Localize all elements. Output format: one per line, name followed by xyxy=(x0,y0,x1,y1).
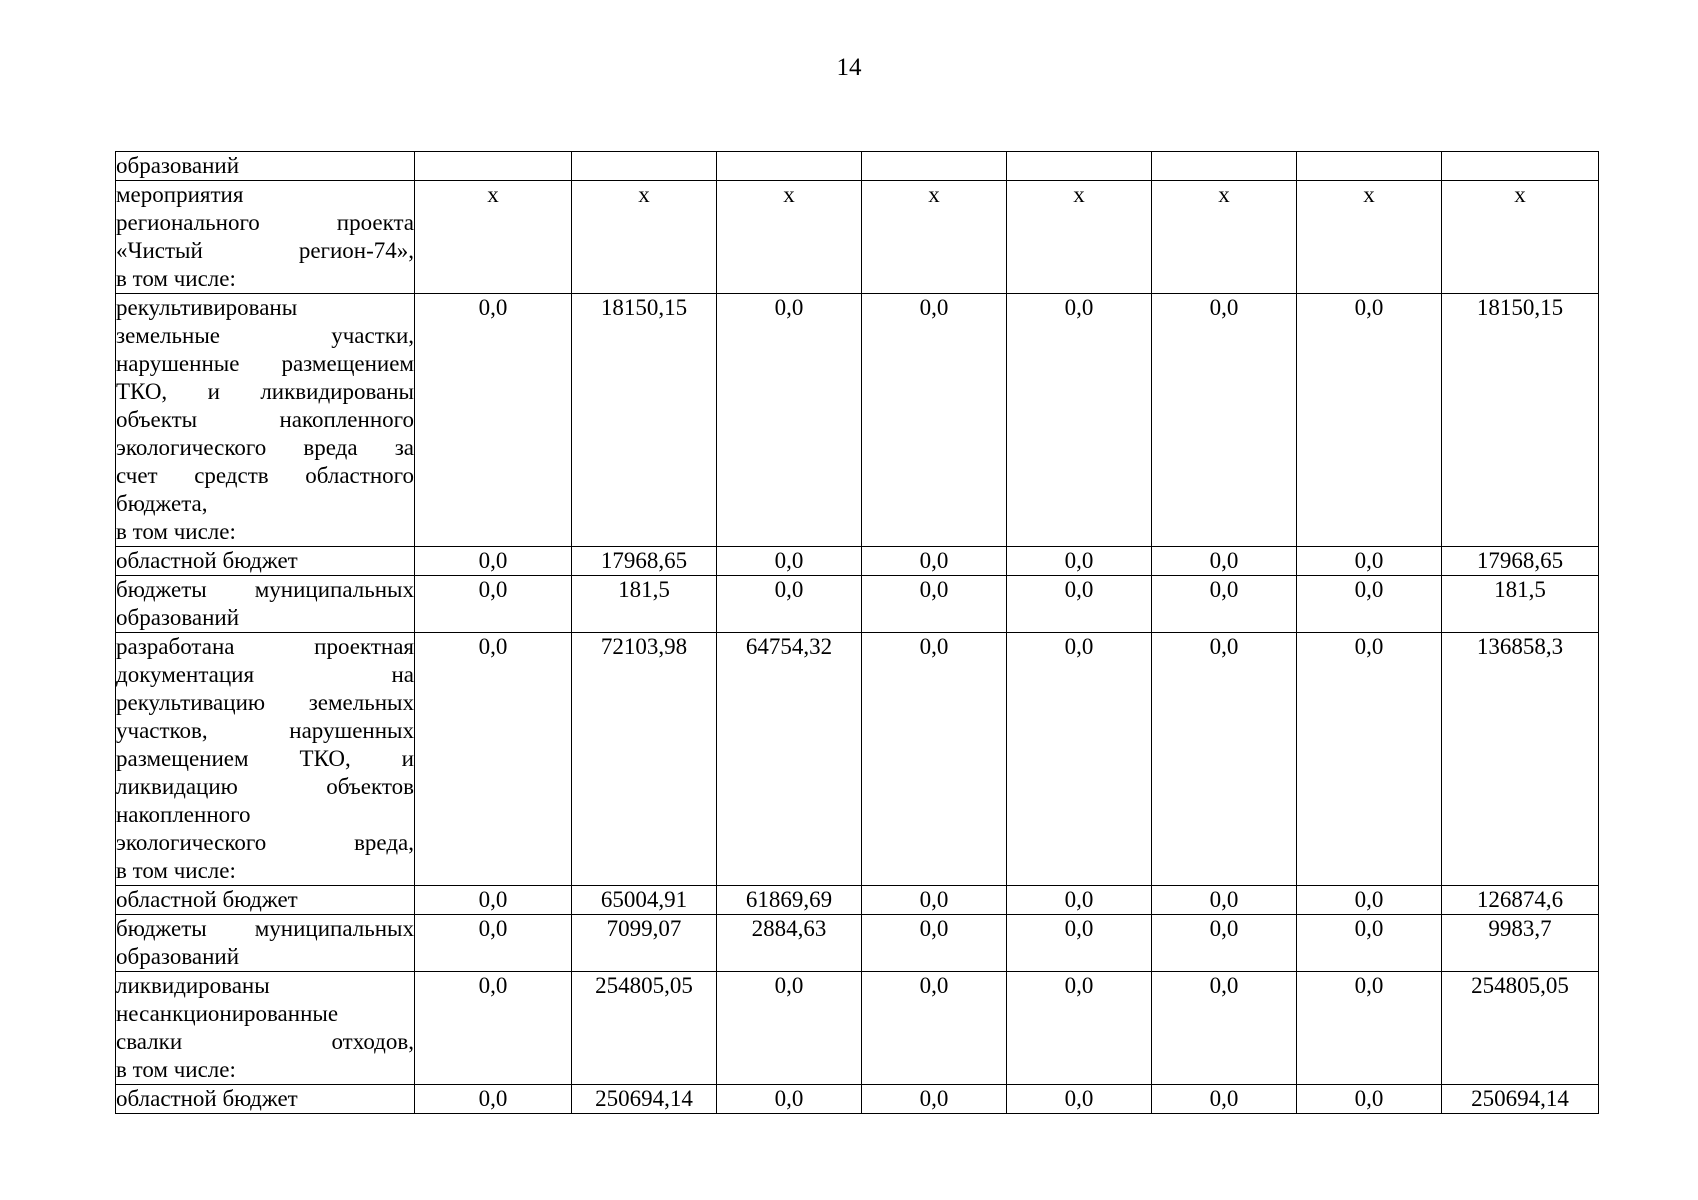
value-cell: x xyxy=(1007,181,1152,294)
row-label-line: свалки отходов, xyxy=(116,1029,414,1054)
value-cell xyxy=(862,152,1007,181)
value-cell: 0,0 xyxy=(862,576,1007,633)
row-label-line: размещением ТКО, и xyxy=(116,746,414,771)
value-cell: 2884,63 xyxy=(717,915,862,972)
value-cell: 0,0 xyxy=(717,547,862,576)
value-cell: 0,0 xyxy=(862,886,1007,915)
value-cell: x xyxy=(862,181,1007,294)
row-label-line: областной бюджет xyxy=(116,1086,298,1111)
value-cell xyxy=(1442,152,1599,181)
row-label-line: земельные участки, xyxy=(116,323,414,348)
row-label-line: участков, нарушенных xyxy=(116,718,414,743)
value-cell: 0,0 xyxy=(862,972,1007,1085)
row-label-line: нарушенные размещением xyxy=(116,351,414,376)
value-cell: 0,0 xyxy=(1297,1085,1442,1114)
value-cell: 0,0 xyxy=(1007,915,1152,972)
page-number: 14 xyxy=(836,54,862,81)
value-cell: 72103,98 xyxy=(572,633,717,886)
table-row xyxy=(116,181,1599,294)
value-cell: x xyxy=(717,181,862,294)
row-label-line: несанкционированные xyxy=(116,1001,339,1026)
row-label-line: образований xyxy=(116,605,240,630)
row-label-line: в том числе: xyxy=(116,1057,236,1082)
value-cell: x xyxy=(415,181,572,294)
table-row xyxy=(116,152,1599,181)
table-row xyxy=(116,886,1599,915)
row-label-cell xyxy=(116,972,415,1085)
value-cell xyxy=(1152,152,1297,181)
value-cell: 0,0 xyxy=(717,294,862,547)
value-cell: 0,0 xyxy=(1297,547,1442,576)
value-cell: 0,0 xyxy=(717,576,862,633)
value-cell: 181,5 xyxy=(1442,576,1599,633)
value-cell: 9983,7 xyxy=(1442,915,1599,972)
value-cell: 0,0 xyxy=(415,547,572,576)
row-label-cell xyxy=(116,915,415,972)
value-cell: 0,0 xyxy=(1152,294,1297,547)
table-row xyxy=(116,972,1599,1085)
value-cell: 64754,32 xyxy=(717,633,862,886)
row-label-line: ликвидированы xyxy=(116,973,270,998)
value-cell: 0,0 xyxy=(1297,915,1442,972)
row-label-line: экологического вреда за xyxy=(116,435,414,460)
row-label-cell xyxy=(116,294,415,547)
row-label-line: бюджета, xyxy=(116,491,208,516)
row-label-line: ТКО, и ликвидированы xyxy=(116,379,414,404)
value-cell: 0,0 xyxy=(1297,294,1442,547)
row-label-line: в том числе: xyxy=(116,519,236,544)
value-cell: 250694,14 xyxy=(572,1085,717,1114)
row-label-line: регионального проекта xyxy=(116,210,414,235)
value-cell: 0,0 xyxy=(1297,633,1442,886)
table-body xyxy=(116,152,1599,1114)
value-cell: 0,0 xyxy=(1152,576,1297,633)
value-cell xyxy=(717,152,862,181)
row-label-line: бюджеты муниципальных xyxy=(116,577,414,602)
value-cell: x xyxy=(1442,181,1599,294)
value-cell: 254805,05 xyxy=(572,972,717,1085)
row-label-line: бюджеты муниципальных xyxy=(116,916,414,941)
value-cell: 0,0 xyxy=(415,1085,572,1114)
row-label-line: накопленного xyxy=(116,802,251,827)
value-cell: 0,0 xyxy=(415,972,572,1085)
row-label-line: в том числе: xyxy=(116,266,236,291)
row-label-cell xyxy=(116,886,415,915)
value-cell: x xyxy=(1297,181,1442,294)
row-label-cell xyxy=(116,576,415,633)
value-cell: 65004,91 xyxy=(572,886,717,915)
row-label-line: областной бюджет xyxy=(116,548,298,573)
value-cell: 18150,15 xyxy=(1442,294,1599,547)
value-cell: 0,0 xyxy=(1152,633,1297,886)
value-cell: 0,0 xyxy=(717,972,862,1085)
value-cell: 0,0 xyxy=(1007,1085,1152,1114)
row-label-line: экологического вреда, xyxy=(116,830,414,855)
value-cell: 0,0 xyxy=(862,294,1007,547)
row-label-line: рекультивированы xyxy=(116,295,298,320)
row-label-line: областной бюджет xyxy=(116,887,298,912)
value-cell: 0,0 xyxy=(415,294,572,547)
table-row xyxy=(116,1085,1599,1114)
row-label-line: объекты накопленного xyxy=(116,407,414,432)
row-label-line: разработана проектная xyxy=(116,634,414,659)
row-label-cell xyxy=(116,1085,415,1114)
value-cell: 0,0 xyxy=(1152,915,1297,972)
value-cell: 0,0 xyxy=(1152,547,1297,576)
value-cell: 0,0 xyxy=(1297,576,1442,633)
row-label-line: в том числе: xyxy=(116,858,236,883)
row-label-line: образований xyxy=(116,944,240,969)
value-cell: 0,0 xyxy=(1152,1085,1297,1114)
value-cell: 18150,15 xyxy=(572,294,717,547)
row-label-line: счет средств областного xyxy=(116,463,414,488)
value-cell: 61869,69 xyxy=(717,886,862,915)
row-label-line: ликвидацию объектов xyxy=(116,774,414,799)
value-cell: 0,0 xyxy=(862,547,1007,576)
value-cell: 0,0 xyxy=(1007,547,1152,576)
value-cell xyxy=(415,152,572,181)
row-label-line: рекультивацию земельных xyxy=(116,690,414,715)
value-cell: 0,0 xyxy=(1007,972,1152,1085)
table-row xyxy=(116,576,1599,633)
value-cell: 0,0 xyxy=(1007,633,1152,886)
row-label-line: «Чистый регион-74», xyxy=(116,238,414,263)
value-cell: 0,0 xyxy=(415,886,572,915)
value-cell: 0,0 xyxy=(1152,972,1297,1085)
value-cell: 136858,3 xyxy=(1442,633,1599,886)
value-cell: 0,0 xyxy=(862,633,1007,886)
row-label-cell xyxy=(116,152,415,181)
table-row xyxy=(116,633,1599,886)
value-cell xyxy=(1297,152,1442,181)
value-cell: 254805,05 xyxy=(1442,972,1599,1085)
row-label-line: образований xyxy=(116,153,240,178)
row-label-line: документация на xyxy=(116,662,414,687)
value-cell: 126874,6 xyxy=(1442,886,1599,915)
value-cell: x xyxy=(1152,181,1297,294)
row-label-cell xyxy=(116,181,415,294)
value-cell: 0,0 xyxy=(717,1085,862,1114)
value-cell: 0,0 xyxy=(415,576,572,633)
value-cell: 0,0 xyxy=(1152,886,1297,915)
value-cell xyxy=(1007,152,1152,181)
value-cell: 181,5 xyxy=(572,576,717,633)
row-label-cell xyxy=(116,633,415,886)
value-cell: 17968,65 xyxy=(572,547,717,576)
value-cell: 0,0 xyxy=(1007,886,1152,915)
row-label-cell xyxy=(116,547,415,576)
table-row xyxy=(116,915,1599,972)
value-cell: 0,0 xyxy=(1007,576,1152,633)
value-cell: 250694,14 xyxy=(1442,1085,1599,1114)
value-cell: 17968,65 xyxy=(1442,547,1599,576)
value-cell: 7099,07 xyxy=(572,915,717,972)
table-row xyxy=(116,547,1599,576)
value-cell: 0,0 xyxy=(1007,294,1152,547)
table-row xyxy=(116,294,1599,547)
value-cell: 0,0 xyxy=(862,1085,1007,1114)
row-label-line: мероприятия xyxy=(116,182,244,207)
value-cell: x xyxy=(572,181,717,294)
value-cell: 0,0 xyxy=(862,915,1007,972)
value-cell: 0,0 xyxy=(1297,886,1442,915)
value-cell xyxy=(572,152,717,181)
value-cell: 0,0 xyxy=(415,915,572,972)
budget-table xyxy=(115,151,1599,1114)
value-cell: 0,0 xyxy=(1297,972,1442,1085)
value-cell: 0,0 xyxy=(415,633,572,886)
